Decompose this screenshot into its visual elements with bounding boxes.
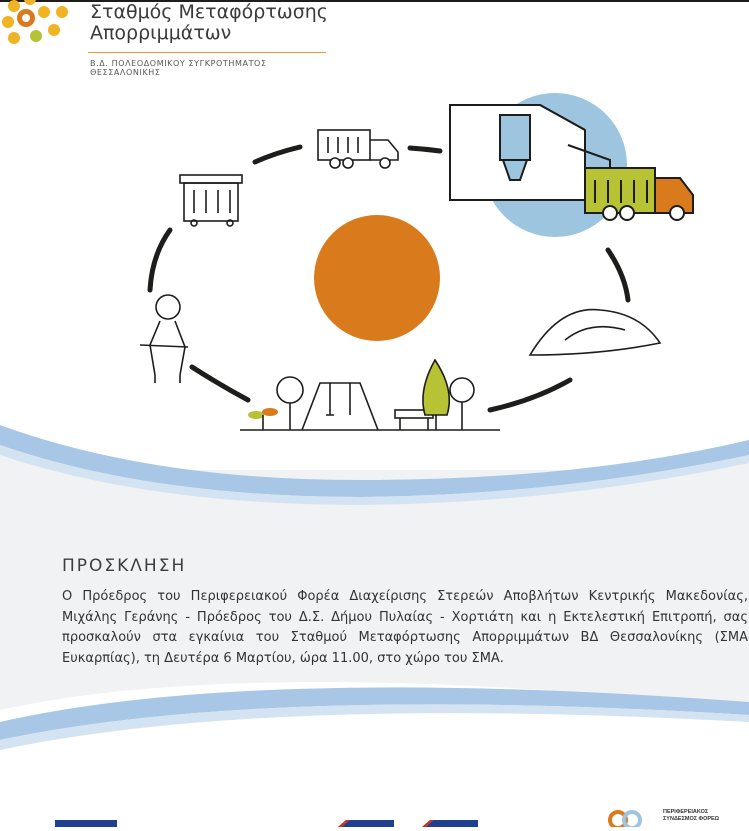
logo-subtitle — [90, 59, 350, 77]
landfill-mound-icon — [530, 310, 660, 355]
park-icon — [240, 377, 500, 430]
regional-association-logo — [607, 806, 749, 827]
association-mark-icon — [607, 806, 643, 827]
arc-bottom-left — [192, 367, 248, 400]
espa-logo-1 — [336, 820, 396, 827]
arc-bottom-right — [490, 380, 570, 410]
waste-bin-icon — [180, 175, 242, 226]
arc-right — [608, 250, 628, 300]
invitation-body: Ο Πρόεδρος του Περιφερειακού Φορέα Διαχείρισης Στερεών Αποβλήτων Κεντρικής Μακεδονίας, Μιχάλης Γεράνης - Πρόεδρος του Δ.Σ. Δήμου Πυλαίας - Χορτιάτη και η Εκτελεστική Επιτροπή, σας προσκαλούν στα εγκαίνια του Σταθμού Μεταφόρτωσης Απορριμμάτων ΒΔ Θεσσαλονίκης (ΣΜΑ Ευκαρπίας), τη Δευτέρα 6 Μαρτίου, ώρα 11.00, στο χώρο του ΣΜΑ. — [62, 589, 748, 666]
center-circle — [314, 215, 440, 341]
waste-cycle-illustration — [0, 85, 749, 435]
top-wave-decoration — [0, 425, 749, 525]
arc-top-left — [255, 147, 300, 162]
espa-logo-2 — [420, 820, 480, 827]
association-name — [663, 809, 719, 823]
bottom-wave-decoration — [0, 660, 749, 780]
logo-divider — [88, 52, 326, 53]
logo-subtitle-line2: ΘΕΣΣΑΛΟΝΙΚΗΣ — [90, 68, 161, 77]
logo-title-line1: Σταθμός Μεταφόρτωσης — [90, 1, 328, 23]
eu-flag-logo — [55, 820, 117, 827]
association-name-line2: ΣΥΝΔΕΣΜΟΣ ΦΟΡΕΩ — [663, 816, 720, 822]
arc-left — [150, 230, 170, 290]
logo-subtitle-line1: Β.Δ. ΠΟΛΕΟΔΟΜΙΚΟΥ ΣΥΓΚΡΟΤΗΜΑΤΟΣ — [90, 59, 267, 68]
lime-tree-icon — [423, 360, 449, 415]
logo-title-line2: Απορριμμάτων — [90, 22, 232, 44]
invitation-heading: ΠΡΟΣΚΛΗΣΗ — [62, 556, 187, 576]
sun-flower-logo-icon — [0, 0, 80, 60]
logo-title — [90, 2, 328, 44]
association-name-line1: ΠΕΡΙΦΕΡΕΙΑΚΟΣ — [663, 809, 709, 815]
garbage-truck-icon — [318, 130, 398, 168]
footer-logos — [0, 780, 749, 827]
lime-truck-icon — [585, 168, 693, 220]
person-icon — [140, 295, 188, 383]
arc-top — [410, 148, 440, 151]
